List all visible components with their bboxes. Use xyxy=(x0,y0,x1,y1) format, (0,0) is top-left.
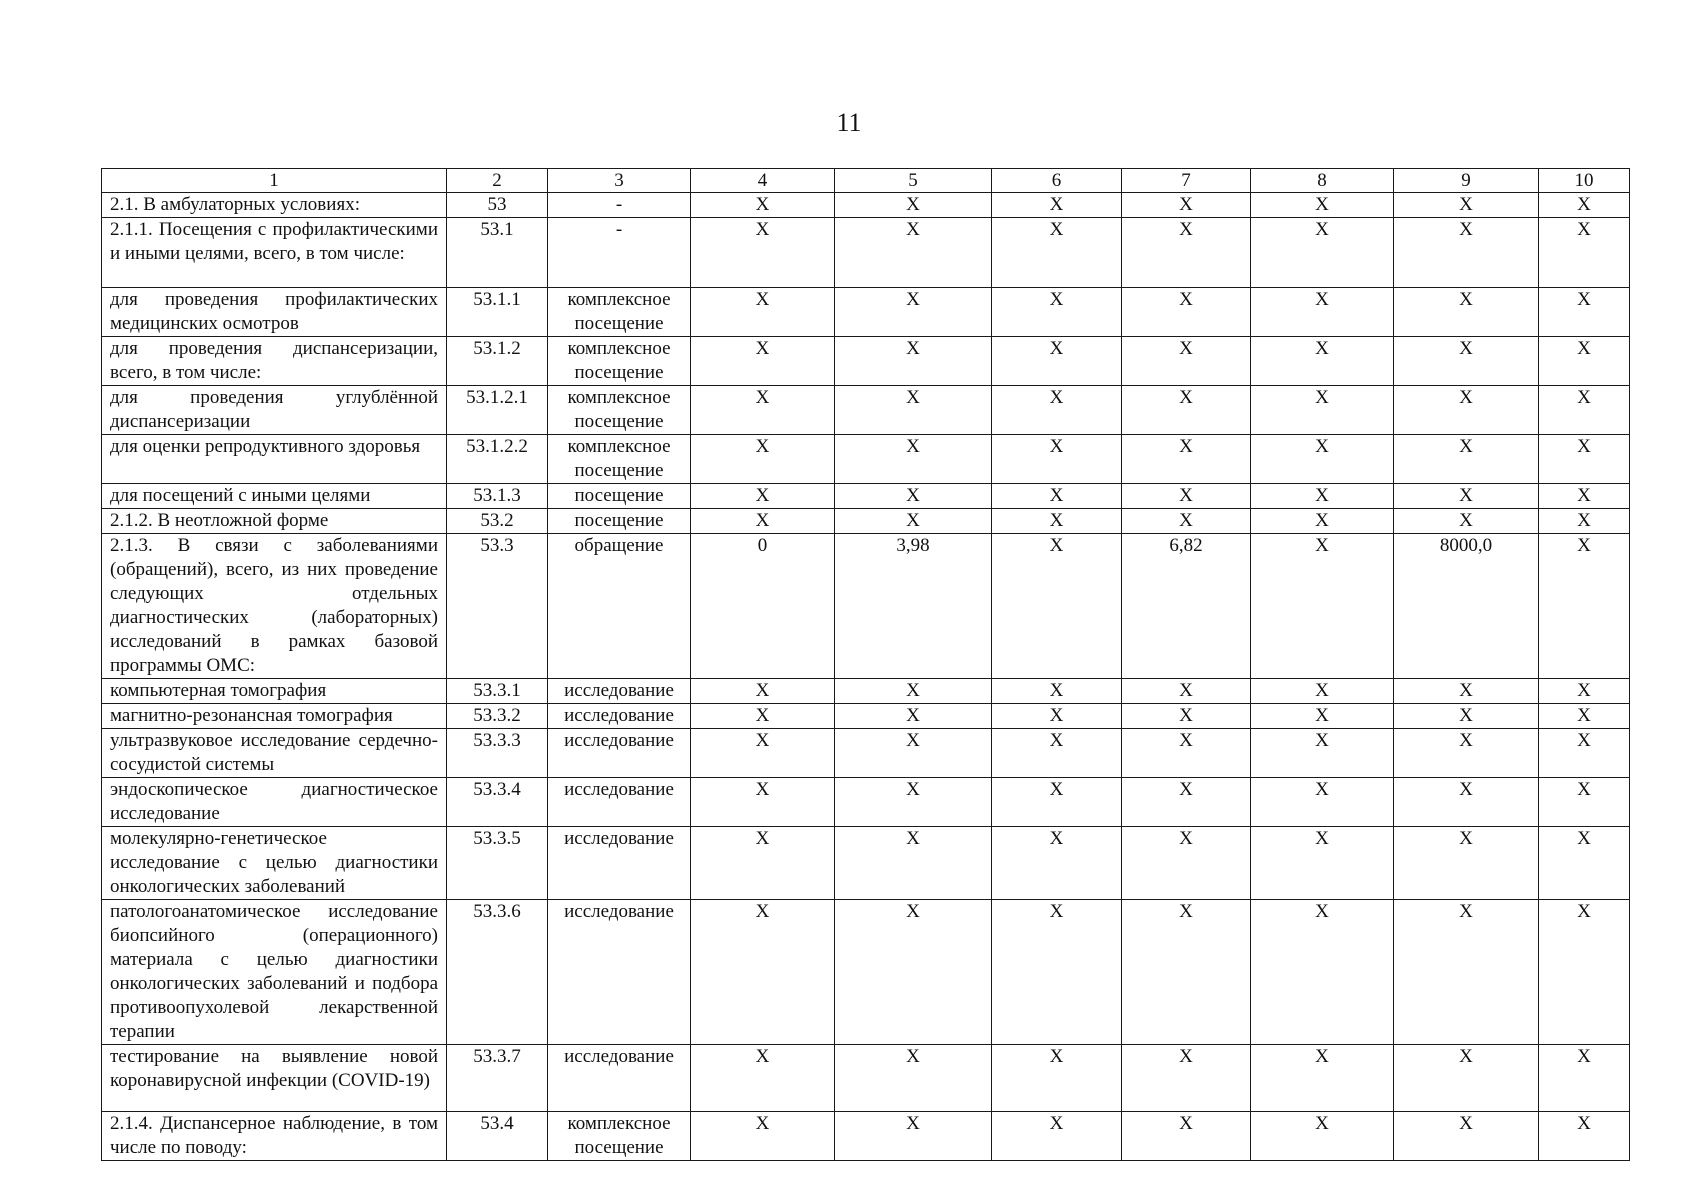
row-name-cell: для проведения углублённой диспансеризации xyxy=(102,386,447,435)
row-value-cell: X xyxy=(1122,509,1251,534)
row-value-cell: X xyxy=(1251,778,1394,827)
row-value-cell: X xyxy=(1122,288,1251,337)
row-value-cell: X xyxy=(1539,1045,1630,1112)
row-value-cell: X xyxy=(1122,435,1251,484)
row-value-cell: X xyxy=(691,679,835,704)
row-code-cell: 53.4 xyxy=(447,1112,548,1161)
row-value-cell: X xyxy=(1394,193,1539,218)
row-value-cell: X xyxy=(835,386,992,435)
header-cell: 4 xyxy=(691,169,835,193)
row-value-cell: X xyxy=(1539,337,1630,386)
row-value-cell: 3,98 xyxy=(835,534,992,679)
row-code-cell: 53.1.1 xyxy=(447,288,548,337)
row-value-cell: X xyxy=(1122,827,1251,900)
row-unit-cell: посещение xyxy=(548,484,691,509)
row-unit-cell: - xyxy=(548,193,691,218)
row-value-cell: X xyxy=(835,778,992,827)
row-value-cell: X xyxy=(835,729,992,778)
row-value-cell: X xyxy=(691,484,835,509)
header-cell: 3 xyxy=(548,169,691,193)
table-row xyxy=(102,288,1630,337)
row-value-cell: X xyxy=(691,218,835,288)
row-value-cell: X xyxy=(992,827,1122,900)
row-value-cell: X xyxy=(1539,900,1630,1045)
row-value-cell: X xyxy=(1394,704,1539,729)
row-value-cell: X xyxy=(691,778,835,827)
row-value-cell: X xyxy=(992,484,1122,509)
row-value-cell: 8000,0 xyxy=(1394,534,1539,679)
row-value-cell: X xyxy=(992,1112,1122,1161)
row-value-cell: X xyxy=(1539,1112,1630,1161)
row-code-cell: 53.1 xyxy=(447,218,548,288)
table-row xyxy=(102,218,1630,288)
row-value-cell: X xyxy=(835,1112,992,1161)
row-value-cell: X xyxy=(835,1045,992,1112)
row-value-cell: X xyxy=(1122,1045,1251,1112)
table-row xyxy=(102,827,1630,900)
row-value-cell: X xyxy=(1251,193,1394,218)
row-value-cell: X xyxy=(1394,484,1539,509)
row-value-cell: X xyxy=(691,193,835,218)
row-value-cell: X xyxy=(1122,900,1251,1045)
row-value-cell: X xyxy=(1394,435,1539,484)
row-value-cell: X xyxy=(691,509,835,534)
row-value-cell: X xyxy=(1251,827,1394,900)
row-value-cell: X xyxy=(1251,729,1394,778)
row-value-cell: X xyxy=(835,900,992,1045)
row-unit-cell: исследование xyxy=(548,900,691,1045)
row-value-cell: X xyxy=(1394,288,1539,337)
row-value-cell: X xyxy=(1251,435,1394,484)
row-unit-cell: исследование xyxy=(548,1045,691,1112)
row-name-cell: 2.1.1. Посещения с профилактическими и иными целями, всего, в том числе: xyxy=(102,218,447,288)
row-value-cell: X xyxy=(1122,484,1251,509)
row-value-cell: X xyxy=(691,827,835,900)
row-value-cell: X xyxy=(1539,435,1630,484)
row-name-cell: для посещений с иными целями xyxy=(102,484,447,509)
row-code-cell: 53.2 xyxy=(447,509,548,534)
header-cell: 7 xyxy=(1122,169,1251,193)
row-name-cell: 2.1.2. В неотложной форме xyxy=(102,509,447,534)
row-value-cell: X xyxy=(992,1045,1122,1112)
row-value-cell: 0 xyxy=(691,534,835,679)
row-value-cell: X xyxy=(1251,704,1394,729)
table-row xyxy=(102,534,1630,679)
row-value-cell: X xyxy=(992,337,1122,386)
row-unit-cell: комплексное посещение xyxy=(548,337,691,386)
row-value-cell: X xyxy=(1122,193,1251,218)
row-value-cell: X xyxy=(691,386,835,435)
table-row xyxy=(102,729,1630,778)
row-name-cell: магнитно-резонансная томография xyxy=(102,704,447,729)
row-code-cell: 53.3.6 xyxy=(447,900,548,1045)
row-value-cell: X xyxy=(1394,900,1539,1045)
row-code-cell: 53.3 xyxy=(447,534,548,679)
row-value-cell: X xyxy=(992,386,1122,435)
row-value-cell: X xyxy=(1539,534,1630,679)
row-value-cell: X xyxy=(1539,288,1630,337)
row-unit-cell: комплексное посещение xyxy=(548,1112,691,1161)
row-name-cell: патологоанатомическое исследование биопсийного (операционного) материала с целью диагностики онкологических заболеваний и подбора противоопухолевой лекарственной терапии xyxy=(102,900,447,1045)
row-value-cell: X xyxy=(1251,509,1394,534)
row-value-cell: X xyxy=(691,435,835,484)
row-value-cell: X xyxy=(1539,704,1630,729)
row-value-cell: X xyxy=(1122,729,1251,778)
row-name-cell: молекулярно-генетическое исследование с целью диагностики онкологических заболеваний xyxy=(102,827,447,900)
header-cell: 8 xyxy=(1251,169,1394,193)
row-value-cell: X xyxy=(835,484,992,509)
row-value-cell: X xyxy=(1539,386,1630,435)
row-value-cell: X xyxy=(1539,218,1630,288)
row-name-cell: 2.1. В амбулаторных условиях: xyxy=(102,193,447,218)
row-value-cell: X xyxy=(1251,484,1394,509)
row-value-cell: X xyxy=(992,218,1122,288)
row-value-cell: X xyxy=(992,679,1122,704)
row-code-cell: 53.3.4 xyxy=(447,778,548,827)
row-value-cell: X xyxy=(1251,1112,1394,1161)
row-value-cell: X xyxy=(1394,827,1539,900)
row-name-cell: тестирование на выявление новой коронавирусной инфекции (COVID-19) xyxy=(102,1045,447,1112)
row-value-cell: X xyxy=(1394,509,1539,534)
header-cell: 6 xyxy=(992,169,1122,193)
row-value-cell: X xyxy=(1539,778,1630,827)
table-row xyxy=(102,193,1630,218)
table-row xyxy=(102,1112,1630,1161)
table-row xyxy=(102,337,1630,386)
row-value-cell: X xyxy=(1394,337,1539,386)
row-code-cell: 53.3.7 xyxy=(447,1045,548,1112)
row-unit-cell: исследование xyxy=(548,778,691,827)
row-name-cell: для проведения диспансеризации, всего, в том числе: xyxy=(102,337,447,386)
row-code-cell: 53.1.2.1 xyxy=(447,386,548,435)
row-value-cell: X xyxy=(992,729,1122,778)
table-body xyxy=(102,193,1630,1161)
row-value-cell: 6,82 xyxy=(1122,534,1251,679)
row-code-cell: 53.1.3 xyxy=(447,484,548,509)
row-value-cell: X xyxy=(835,435,992,484)
row-value-cell: X xyxy=(1122,218,1251,288)
table-row xyxy=(102,484,1630,509)
header-cell: 1 xyxy=(102,169,447,193)
header-cell: 10 xyxy=(1539,169,1630,193)
row-value-cell: X xyxy=(1251,900,1394,1045)
row-value-cell: X xyxy=(1251,386,1394,435)
table-header xyxy=(102,169,1630,193)
table-row xyxy=(102,509,1630,534)
row-value-cell: X xyxy=(691,729,835,778)
page-number: 11 xyxy=(836,108,862,137)
row-value-cell: X xyxy=(992,704,1122,729)
row-value-cell: X xyxy=(835,679,992,704)
row-code-cell: 53.1.2.2 xyxy=(447,435,548,484)
row-unit-cell: комплексное посещение xyxy=(548,435,691,484)
row-unit-cell: - xyxy=(548,218,691,288)
row-value-cell: X xyxy=(691,288,835,337)
row-value-cell: X xyxy=(1539,484,1630,509)
row-unit-cell: посещение xyxy=(548,509,691,534)
row-value-cell: X xyxy=(1251,534,1394,679)
row-value-cell: X xyxy=(1251,218,1394,288)
row-code-cell: 53.3.5 xyxy=(447,827,548,900)
row-value-cell: X xyxy=(992,435,1122,484)
data-table xyxy=(101,168,1630,1161)
row-value-cell: X xyxy=(1251,1045,1394,1112)
row-value-cell: X xyxy=(992,193,1122,218)
row-name-cell: для оценки репродуктивного здоровья xyxy=(102,435,447,484)
row-value-cell: X xyxy=(835,218,992,288)
table-row xyxy=(102,900,1630,1045)
row-value-cell: X xyxy=(1394,679,1539,704)
row-unit-cell: исследование xyxy=(548,679,691,704)
row-unit-cell: обращение xyxy=(548,534,691,679)
row-value-cell: X xyxy=(835,337,992,386)
row-value-cell: X xyxy=(1394,778,1539,827)
row-value-cell: X xyxy=(835,704,992,729)
row-value-cell: X xyxy=(835,288,992,337)
row-name-cell: 2.1.4. Диспансерное наблюдение, в том числе по поводу: xyxy=(102,1112,447,1161)
row-name-cell: ультразвуковое исследование сердечно-сосудистой системы xyxy=(102,729,447,778)
row-value-cell: X xyxy=(1394,386,1539,435)
row-value-cell: X xyxy=(1539,193,1630,218)
row-value-cell: X xyxy=(1394,729,1539,778)
row-value-cell: X xyxy=(691,704,835,729)
row-name-cell: эндоскопическое диагностическое исследование xyxy=(102,778,447,827)
row-unit-cell: комплексное посещение xyxy=(548,288,691,337)
row-value-cell: X xyxy=(691,1045,835,1112)
row-value-cell: X xyxy=(992,778,1122,827)
row-value-cell: X xyxy=(1539,729,1630,778)
row-value-cell: X xyxy=(691,900,835,1045)
row-value-cell: X xyxy=(992,534,1122,679)
row-value-cell: X xyxy=(1539,827,1630,900)
table-row xyxy=(102,435,1630,484)
row-code-cell: 53.3.3 xyxy=(447,729,548,778)
table-row xyxy=(102,1045,1630,1112)
row-value-cell: X xyxy=(992,288,1122,337)
table-row xyxy=(102,704,1630,729)
row-value-cell: X xyxy=(1122,337,1251,386)
row-value-cell: X xyxy=(992,900,1122,1045)
row-name-cell: для проведения профилактических медицинских осмотров xyxy=(102,288,447,337)
header-cell: 2 xyxy=(447,169,548,193)
row-code-cell: 53 xyxy=(447,193,548,218)
row-value-cell: X xyxy=(1122,679,1251,704)
row-code-cell: 53.3.2 xyxy=(447,704,548,729)
row-value-cell: X xyxy=(1122,1112,1251,1161)
row-name-cell: компьютерная томография xyxy=(102,679,447,704)
header-row xyxy=(102,169,1630,193)
row-value-cell: X xyxy=(835,509,992,534)
row-unit-cell: комплексное посещение xyxy=(548,386,691,435)
row-code-cell: 53.3.1 xyxy=(447,679,548,704)
header-cell: 9 xyxy=(1394,169,1539,193)
row-value-cell: X xyxy=(1251,288,1394,337)
row-value-cell: X xyxy=(1539,679,1630,704)
row-value-cell: X xyxy=(1122,704,1251,729)
table-row xyxy=(102,386,1630,435)
row-value-cell: X xyxy=(1122,778,1251,827)
row-value-cell: X xyxy=(1394,1112,1539,1161)
row-unit-cell: исследование xyxy=(548,729,691,778)
row-value-cell: X xyxy=(1251,679,1394,704)
row-unit-cell: исследование xyxy=(548,827,691,900)
table-row xyxy=(102,778,1630,827)
row-value-cell: X xyxy=(1539,509,1630,534)
row-value-cell: X xyxy=(1394,1045,1539,1112)
row-value-cell: X xyxy=(835,827,992,900)
row-value-cell: X xyxy=(1122,386,1251,435)
row-value-cell: X xyxy=(1394,218,1539,288)
row-value-cell: X xyxy=(691,1112,835,1161)
row-code-cell: 53.1.2 xyxy=(447,337,548,386)
header-cell: 5 xyxy=(835,169,992,193)
table-row xyxy=(102,679,1630,704)
row-value-cell: X xyxy=(691,337,835,386)
row-value-cell: X xyxy=(1251,337,1394,386)
row-unit-cell: исследование xyxy=(548,704,691,729)
row-value-cell: X xyxy=(835,193,992,218)
row-value-cell: X xyxy=(992,509,1122,534)
row-name-cell: 2.1.3. В связи с заболеваниями (обращений), всего, из них проведение следующих отдельных диагностических (лабораторных) исследований в рамках базовой программы ОМС: xyxy=(102,534,447,679)
